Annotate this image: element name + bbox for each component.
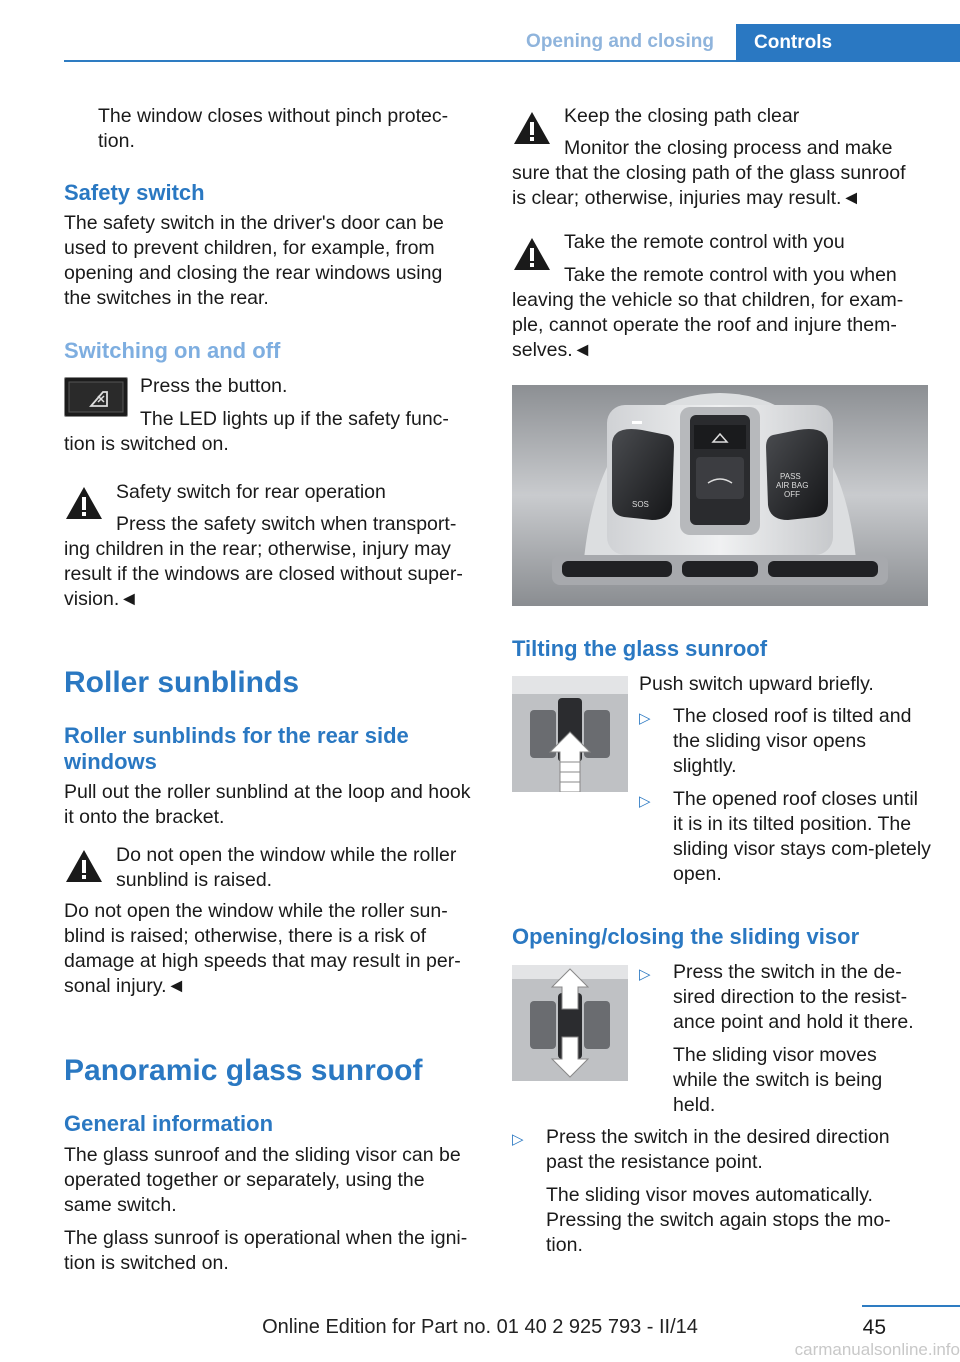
warning-closing-line1: Monitor the closing process and make — [564, 137, 893, 159]
bullet-icon: ▷ — [639, 710, 651, 727]
header-tab-controls: Controls — [736, 24, 960, 62]
switching-line1: Press the button. — [140, 375, 288, 397]
heading-tilting-sunroof: Tilting the glass sunroof — [512, 636, 768, 661]
bullet-icon: ▷ — [512, 1131, 524, 1148]
heading-safety-switch: Safety switch — [64, 180, 205, 205]
switch-push-up-image — [512, 676, 628, 792]
visor-bullet-1-note: The sliding visor moves while the switch is being held. — [673, 1044, 883, 1116]
visor-bullet-1: Press the switch in the de-sired direction to the resist-ance point and hold it there. — [673, 961, 914, 1033]
warning-safety-line1: Press the safety switch when transport- — [116, 513, 457, 535]
visor-bullet-2: Press the switch in the desired direction past the resistance point. — [546, 1126, 890, 1173]
overhead-console-image — [512, 385, 928, 606]
warning-roller-title: Do not open the window while the roller sunblind is raised. — [116, 844, 457, 891]
airbag-label: AIR BAG — [776, 481, 809, 490]
warning-icon — [512, 236, 552, 272]
visor-bullet-2-note: The sliding visor moves automatically. Pressing the switch again stops the mo-tion. — [546, 1184, 891, 1256]
warning-closing-body: sure that the closing path of the glass sunroof is clear; otherwise, injuries may result.◄ — [512, 162, 906, 209]
roller-body: Pull out the roller sunblind at the loop and hook it onto the bracket. — [64, 781, 471, 828]
watermark: carmanualsonline.info — [794, 1340, 960, 1359]
heading-roller-sunblinds: Roller sunblinds — [64, 666, 300, 699]
pass-label: PASS — [780, 472, 801, 481]
footer-rule — [862, 1305, 960, 1307]
warning-icon — [64, 848, 104, 884]
switch-up-down-image — [512, 965, 628, 1081]
sos-label: SOS — [632, 500, 649, 509]
header-section-title: Opening and closing — [526, 31, 714, 52]
warning-icon — [512, 110, 552, 146]
page-number: 45 — [862, 1316, 886, 1339]
tilting-bullet-2: The opened roof closes until it is in its tilted position. The sliding visor stays com-pletely open. — [673, 788, 931, 885]
warning-icon — [64, 485, 104, 521]
subheading-rear-side-windows: Roller sunblinds for the rear side windows — [64, 723, 409, 774]
warning-closing-title: Keep the closing path clear — [564, 105, 800, 127]
bullet-icon: ▷ — [639, 793, 651, 810]
warning-safety-body: ing children in the rear; otherwise, injury may result if the windows are closed without super-vision.◄ — [64, 538, 463, 610]
window-lock-button-icon — [64, 377, 128, 417]
footer-edition: Online Edition for Part no. 01 40 2 925 793 - II/14 — [262, 1316, 698, 1338]
off-label: OFF — [784, 490, 800, 499]
tilting-intro: Push switch upward briefly. — [639, 673, 874, 695]
heading-sliding-visor: Opening/closing the sliding visor — [512, 924, 860, 949]
bullet-icon: ▷ — [639, 966, 651, 983]
warning-remote-body: leaving the vehicle so that children, for exam-ple, cannot operate the roof and injure them-selves.◄ — [512, 289, 904, 361]
heading-switching-on-off: Switching on and off — [64, 338, 281, 363]
general-info-body2: The glass sunroof is operational when the igni-tion is switched on. — [64, 1227, 468, 1274]
warning-safety-title: Safety switch for rear operation — [116, 481, 386, 503]
switching-line2: The LED lights up if the safety func- — [140, 408, 449, 430]
subheading-general-information: General information — [64, 1111, 274, 1136]
general-info-body1: The glass sunroof and the sliding visor can be operated together or separately, using the same switch. — [64, 1144, 461, 1216]
intro-text: The window closes without pinch protec- tion. — [98, 105, 449, 152]
warning-remote-title: Take the remote control with you — [564, 231, 845, 253]
safety-switch-body: The safety switch in the driver's door can be used to prevent children, for example, from opening and closing the rear windows using the switches in the rear. — [64, 212, 444, 309]
heading-panoramic-sunroof: Panoramic glass sunroof — [64, 1054, 423, 1087]
switching-line3: tion is switched on. — [64, 433, 229, 455]
tilting-bullet-1: The closed roof is tilted and the sliding visor opens slightly. — [673, 705, 912, 777]
warning-remote-line1: Take the remote control with you when — [564, 264, 897, 286]
warning-roller-body: Do not open the window while the roller sun-blind is raised; otherwise, there is a risk of damage at high speeds that may result in per-sonal injury.◄ — [64, 900, 461, 997]
